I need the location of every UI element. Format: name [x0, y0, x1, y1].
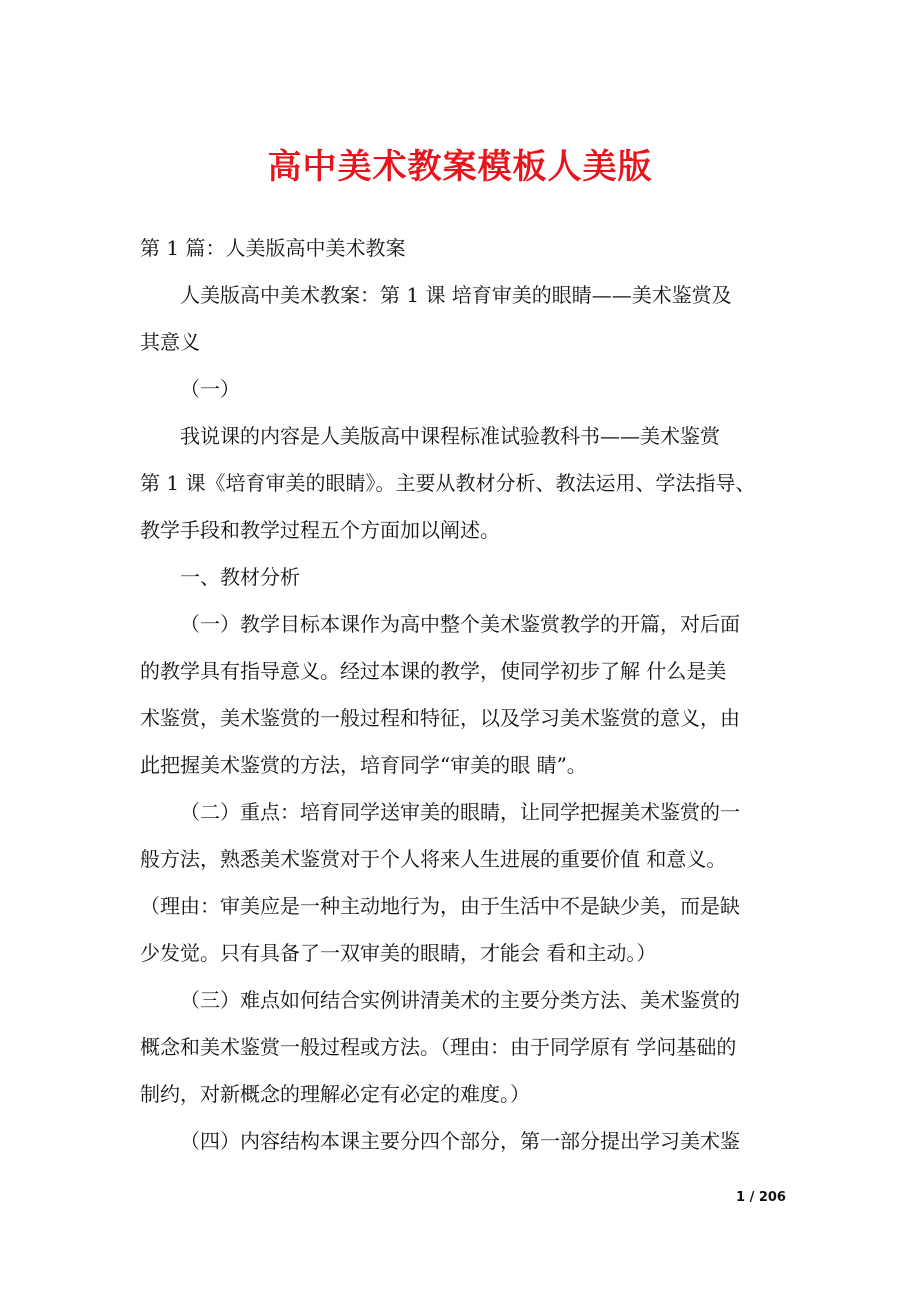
text-line: （四）内容结构本课主要分四个部分，第一部分提出学习美术鉴 [180, 1129, 740, 1153]
text-line: 少发觉。只有具备了一双审美的眼睛，才能会 看和主动。） [140, 941, 657, 965]
text-line: 般方法，熟悉美术鉴赏对于个人将来人生进展的重要价值 和意义。 [140, 847, 727, 871]
text-line: 其意义 [140, 330, 200, 354]
text-line: 第 1 课《培育审美的眼睛》。主要从教材分析、教法运用、学法指导、 [140, 471, 756, 495]
text-line: 教学手段和教学过程五个方面加以阐述。 [140, 518, 500, 542]
text-line: 第 1 篇：人美版高中美术教案 [140, 236, 406, 260]
text-line: 概念和美术鉴赏一般过程或方法。（理由：由于同学原有 学问基础的 [140, 1035, 737, 1059]
text-line: 术鉴赏，美术鉴赏的一般过程和特征，以及学习美术鉴赏的意义，由 [140, 706, 740, 730]
text-line: （三）难点如何结合实例讲清美术的主要分类方法、美术鉴赏的 [180, 988, 740, 1012]
text-line: 我说课的内容是人美版高中课程标准试验教科书——美术鉴赏 [180, 424, 720, 448]
text-line: （理由：审美应是一种主动地行为，由于生活中不是缺少美，而是缺 [140, 894, 740, 918]
text-line: 的教学具有指导意义。经过本课的教学，使同学初步了解 什么是美 [140, 659, 727, 683]
page-number: 1 / 206 [736, 1190, 786, 1205]
text-line: （一）教学目标本课作为高中整个美术鉴赏教学的开篇，对后面 [180, 612, 740, 636]
text-line: 人美版高中美术教案：第 1 课 培育审美的眼睛——美术鉴赏及 [180, 283, 732, 307]
document-title: 高中美术教案模板人美版 [267, 147, 653, 187]
document-body [140, 225, 780, 1165]
text-line: （一） [180, 377, 240, 401]
text-line: 此把握美术鉴赏的方法，培育同学“审美的眼 睛”。 [140, 753, 587, 777]
text-line: 一、教材分析 [180, 565, 300, 589]
text-line: （二）重点：培育同学送审美的眼睛，让同学把握美术鉴赏的一 [180, 800, 740, 824]
text-line: 制约，对新概念的理解必定有必定的难度。） [140, 1082, 530, 1106]
